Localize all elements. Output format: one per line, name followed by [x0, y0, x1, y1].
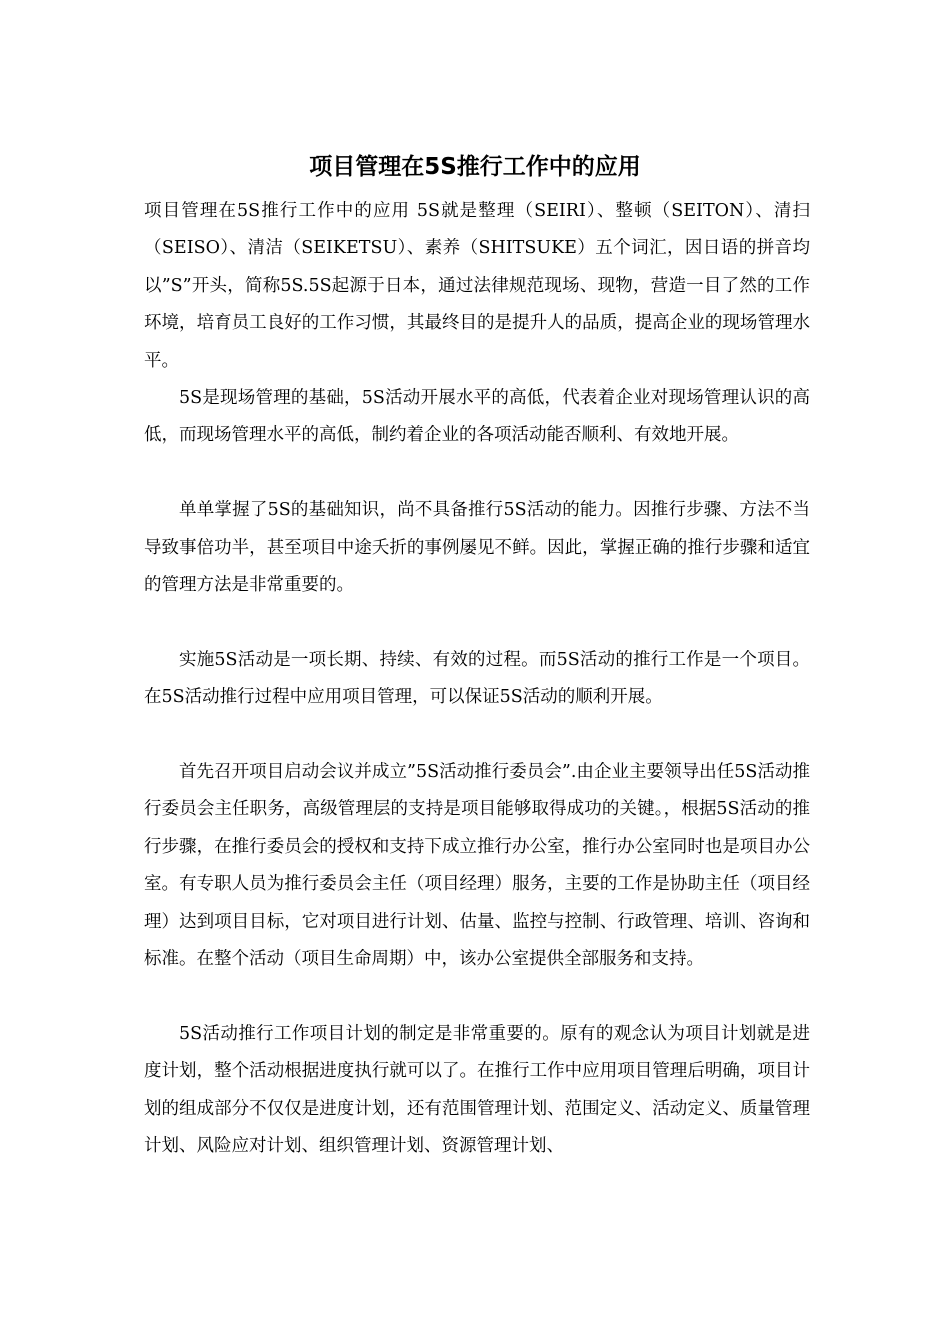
paragraph-gap: [144, 604, 810, 641]
paragraph-foundation: 5S是现场管理的基础，5S活动开展水平的高低，代表着企业对现场管理认识的高低，而现场管理水平的高低，制约着企业的各项活动能否顺利、有效地开展。: [144, 388, 810, 446]
paragraph-committee: 首先召开项目启动会议并成立”5S活动推行委员会”.由企业主要领导出任5S活动推行委员会主任职务，高级管理层的支持是项目能够取得成功的关键。，根据5S活动的推行步骤，在推行委员会的授权和支持下成立推行办公室，推行办公室同时也是项目办公室。有专职人员为推行委员会主任（项目经理）服务，主要的工作是协助主任（项目经理）达到项目目标，它对项目进行计划、估量、监控与控制、行政管理、培训、咨询和标准。在整个活动（项目生命周期）中，该办公室提供全部服务和支持。: [144, 762, 810, 970]
document-body: [144, 193, 810, 1166]
paragraph-gap: [144, 978, 810, 1015]
document-title: 项目管理在5S推行工作中的应用: [309, 154, 641, 180]
paragraph-intro: 项目管理在5S推行工作中的应用 5S就是整理（SEIRI）、整顿（SEITON）、清扫（SEISO）、清洁（SEIKETSU）、素养（SHITSUKE）五个词汇，因日语的拼音均以”S”开头，简称5S.5S起源于日本，通过法律规范现场、现物，营造一目了然的工作环境，培育员工良好的工作习惯，其最终目的是提升人的品质，提高企业的现场管理水平。: [144, 201, 810, 371]
paragraph-gap: [144, 455, 810, 492]
paragraph-method: 单单掌握了5S的基础知识，尚不具备推行5S活动的能力。因推行步骤、方法不当导致事倍功半，甚至项目中途夭折的事例屡见不鲜。因此，掌握正确的推行步骤和适宜的管理方法是非常重要的。: [144, 500, 810, 596]
paragraph-plan: 5S活动推行工作项目计划的制定是非常重要的。原有的观念认为项目计划就是进度计划，整个活动根据进度执行就可以了。在推行工作中应用项目管理后明确，项目计划的组成部分不仅仅是进度计划，还有范围管理计划、范围定义、活动定义、质量管理计划、风险应对计划、组织管理计划、资源管理计划、: [144, 1023, 810, 1157]
paragraph-gap: [144, 717, 810, 754]
paragraph-project: 实施5S活动是一项长期、持续、有效的过程。而5S活动的推行工作是一个项目。在5S活动推行过程中应用项目管理，可以保证5S活动的顺利开展。: [144, 649, 810, 708]
